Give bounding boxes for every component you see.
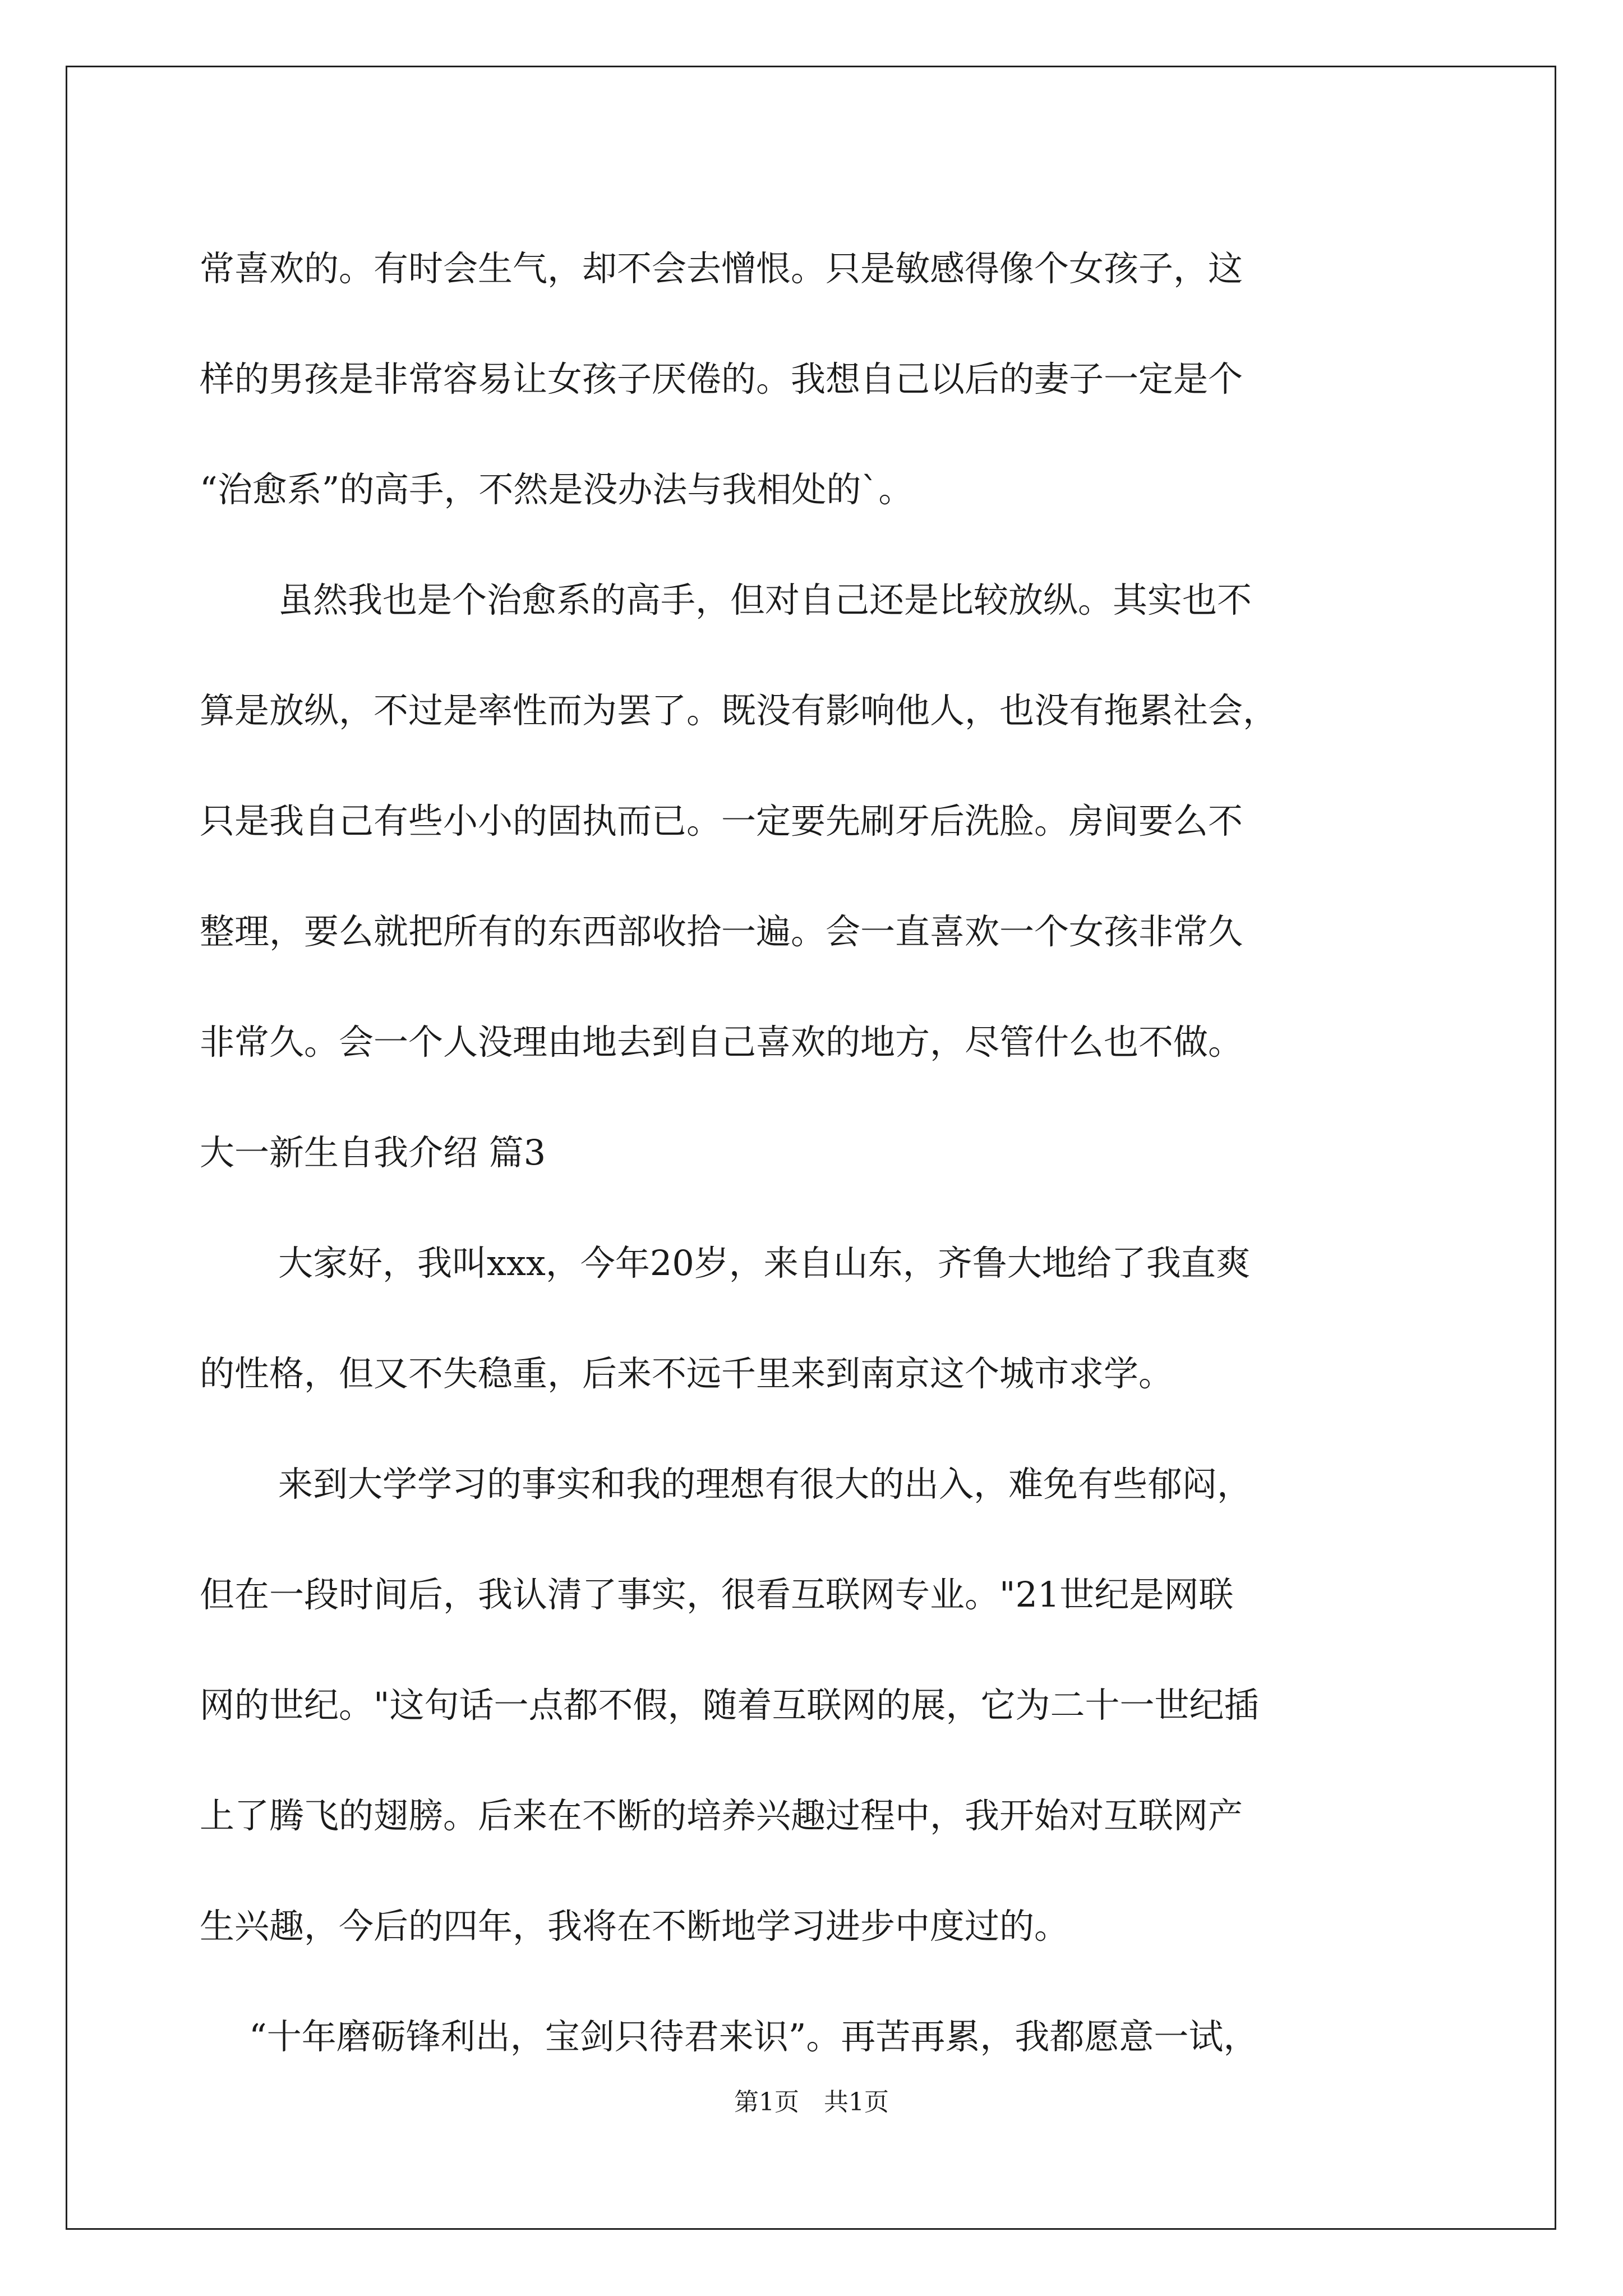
text-line: 只是我自己有些小小的固执而已。一定要先刷牙后洗脸。房间要么不 (200, 800, 1243, 841)
text-line: “治愈系”的高手，不然是没办法与我相处的`。 (200, 469, 914, 510)
section-heading: 大一新生自我介绍 篇3 (200, 1132, 546, 1173)
document-body (200, 213, 1447, 2092)
text-line: 上了腾飞的翅膀。后来在不断的培养兴趣过程中，我开始对互联网产 (200, 1795, 1243, 1836)
text-line: 算是放纵，不过是率性而为罢了。既没有影响他人，也没有拖累社会， (200, 690, 1278, 731)
text-line: 非常久。会一个人没理由地去到自己喜欢的地方，尽管什么也不做。 (200, 1022, 1243, 1062)
paragraph-start-line: 虽然我也是个治愈系的高手，但对自己还是比较放纵。其实也不 (278, 579, 1252, 620)
text-line: 网的世纪。"这句话一点都不假，随着互联网的展，它为二十一世纪插 (200, 1685, 1259, 1726)
text-line: 常喜欢的。有时会生气，却不会去憎恨。只是敏感得像个女孩子，这 (200, 248, 1243, 289)
text-line: 的性格，但又不失稳重，后来不远千里来到南京这个城市求学。 (200, 1353, 1174, 1394)
page-number: 第1页 共1页 (734, 2088, 889, 2116)
paragraph-start-line: “十年磨砺锋利出，宝剑只待君来识”。再苦再累，我都愿意一试， (249, 2016, 1258, 2057)
text-line: 生兴趣，今后的四年，我将在不断地学习进步中度过的。 (200, 1906, 1069, 1947)
paragraph-start-line: 来到大学学习的事实和我的理想有很大的出入，难免有些郁闷， (278, 1464, 1252, 1504)
text-line: 样的男孩是非常容易让女孩子厌倦的。我想自己以后的妻子一定是个 (200, 358, 1243, 399)
text-line: 整理，要么就把所有的东西部收拾一遍。会一直喜欢一个女孩非常久 (200, 911, 1243, 952)
paragraph-start-line: 大家好，我叫xxx，今年20岁，来自山东，齐鲁大地给了我直爽 (278, 1243, 1251, 1283)
text-line: 但在一段时间后，我认清了事实，很看互联网专业。"21世纪是网联 (200, 1574, 1234, 1615)
